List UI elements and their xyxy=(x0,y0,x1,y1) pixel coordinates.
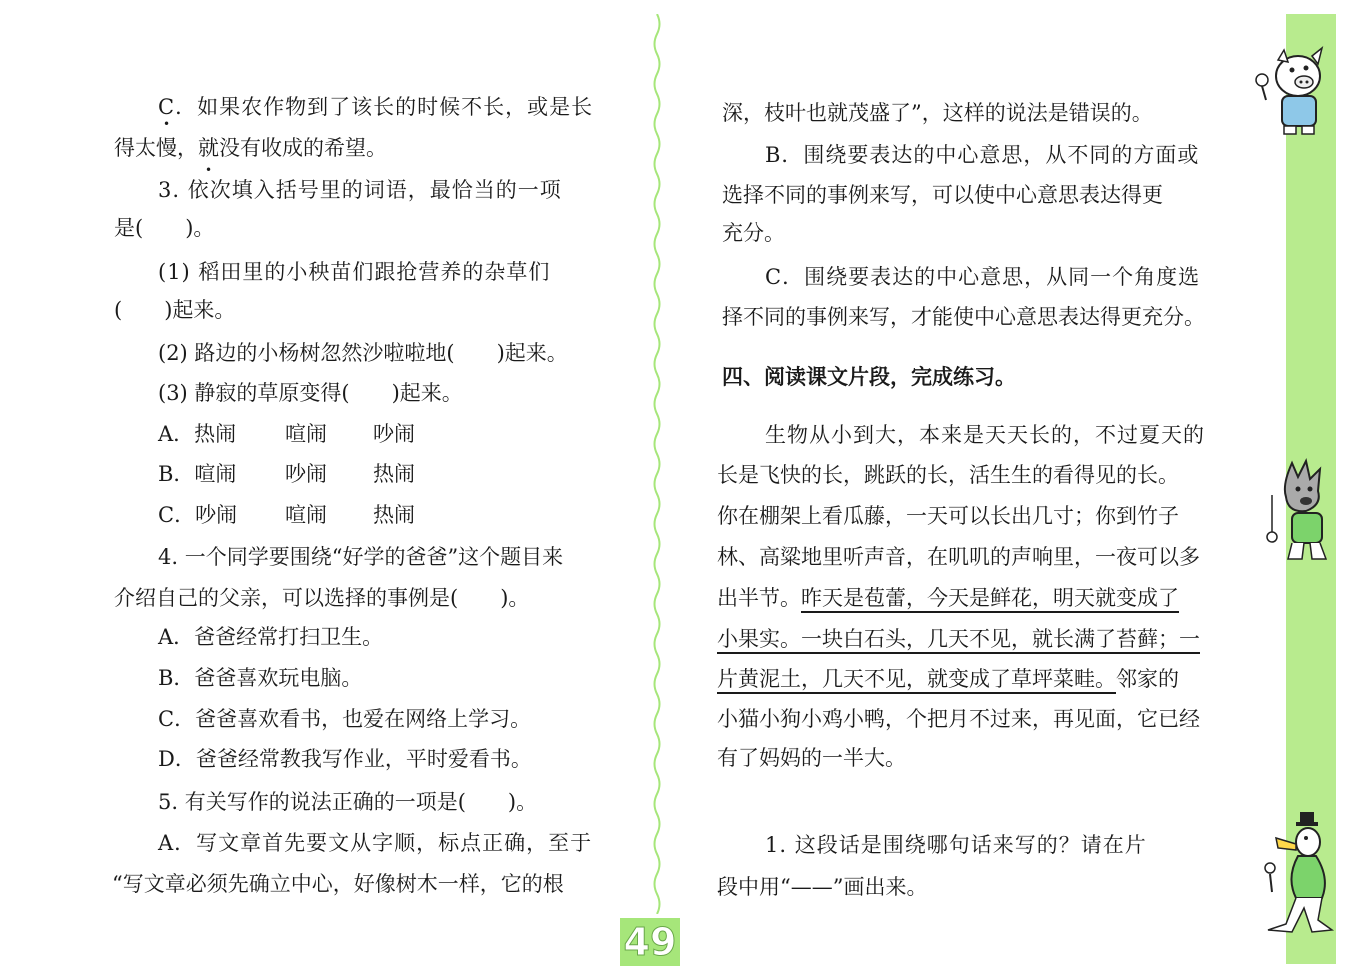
exercise-1-cont: 段中用“——”画出来。 xyxy=(717,875,928,899)
question-5-title: 5. 有关写作的说法正确的一项是( )。 xyxy=(158,790,538,814)
question-3-title: 3. 依次填入括号里的词语，最恰当的一项 xyxy=(158,178,562,202)
question-4-option-c: C．爸爸喜欢看书，也爱在网络上学习。 xyxy=(158,707,532,731)
question-4-option-d: D．爸爸经常教我写作业，平时爱看书。 xyxy=(158,747,532,771)
pig-mascot-icon xyxy=(1254,38,1336,138)
option-b-word-2: 吵闹 xyxy=(285,462,327,486)
question-4-title: 4. 一个同学要围绕“好学的爸爸”这个题目来 xyxy=(158,545,564,569)
text-line: 得太慢，就没有收成的希望。 xyxy=(114,136,387,160)
option-b-line: 充分。 xyxy=(722,221,785,245)
passage-line: 有了妈妈的一半大。 xyxy=(717,746,906,770)
question-4-title-cont: 介绍自己的父亲，可以选择的事例是( )。 xyxy=(114,586,530,610)
passage-text: 出半节。 xyxy=(717,586,801,610)
question-3-item-1-cont: ( )起来。 xyxy=(114,298,236,322)
passage-line xyxy=(717,583,1179,613)
option-a-word-2: 喧闹 xyxy=(285,422,327,446)
left-page xyxy=(0,0,655,980)
underlined-text: 片黄泥土，几天不见，就变成了草坪菜畦。 xyxy=(717,667,1116,691)
page-spine-wave xyxy=(652,14,662,914)
exercise-1: 1. 这段话是围绕哪句话来写的？请在片 xyxy=(765,833,1147,857)
text-line: C．如果农作物到了该长的时候不长，或是长 xyxy=(158,95,594,119)
question-3-item-1: (1) 稻田里的小秧苗们跟抢营养的杂草们 xyxy=(158,260,551,284)
passage-line: 你在棚架上看瓜藤，一天可以长出几寸；你到竹子 xyxy=(717,504,1179,528)
section-4-heading: 四、阅读课文片段，完成练习。 xyxy=(722,365,1016,389)
option-c-word-3: 热闹 xyxy=(373,503,415,527)
question-5-option-a: A．写文章首先要文从字顺，标点正确，至于 xyxy=(158,831,593,855)
passage-line: 长是飞快的长，跳跃的长，活生生的看得见的长。 xyxy=(717,463,1179,487)
underlined-text: 昨天是苞蕾，今天是鲜花，明天就变成了 xyxy=(801,586,1179,610)
option-b-word-1: B．喧闹 xyxy=(158,462,237,486)
passage-line xyxy=(717,664,1179,694)
question-5-option-a-cont: “写文章必须先确立中心，好像树木一样，它的根 xyxy=(112,872,564,896)
option-a-word-3: 吵闹 xyxy=(373,422,415,446)
passage-line: 小猫小狗小鸡小鸭，个把月不过来，再见面，它已经 xyxy=(717,707,1200,731)
option-b-line: 选择不同的事例来写，可以使中心意思表达得更 xyxy=(722,183,1163,207)
wolf-mascot-icon xyxy=(1262,455,1336,565)
passage-line: 林、高粱地里听声音，在叽叽的声响里，一夜可以多 xyxy=(717,545,1200,569)
underlined-text: 小果实。一块白石头，几天不见，就长满了苔藓；一 xyxy=(717,627,1200,651)
question-3-item-3: (3) 静寂的草原变得( )起来。 xyxy=(158,381,463,405)
option-a-word-1: A．热闹 xyxy=(158,422,237,446)
option-c-word-2: 喧闹 xyxy=(285,503,327,527)
right-page xyxy=(665,0,1350,980)
question-3-item-2: (2) 路边的小杨树忽然沙啦啦地( )起来。 xyxy=(158,341,568,365)
option-c-word-1: C．吵闹 xyxy=(158,503,238,527)
option-c-line: 择不同的事例来写，才能使中心意思表达得更充分。 xyxy=(722,305,1205,329)
passage-line: 生物从小到大，本来是天天长的，不过夏天的 xyxy=(765,423,1205,447)
option-c-line: C．围绕要表达的中心意思，从同一个角度选 xyxy=(765,265,1201,289)
option-b-word-3: 热闹 xyxy=(373,462,415,486)
question-4-option-b: B．爸爸喜欢玩电脑。 xyxy=(158,666,363,690)
option-b-line: B．围绕要表达的中心意思，从不同的方面或 xyxy=(765,143,1200,167)
passage-text: 邻家的 xyxy=(1116,667,1179,691)
question-3-title-cont: 是( )。 xyxy=(114,216,215,240)
question-4-option-a: A．爸爸经常打扫卫生。 xyxy=(158,625,384,649)
duck-mascot-icon xyxy=(1256,808,1336,942)
text-line: 深，枝叶也就茂盛了”，这样的说法是错误的。 xyxy=(722,101,1153,125)
page-number: 49 xyxy=(620,918,680,966)
